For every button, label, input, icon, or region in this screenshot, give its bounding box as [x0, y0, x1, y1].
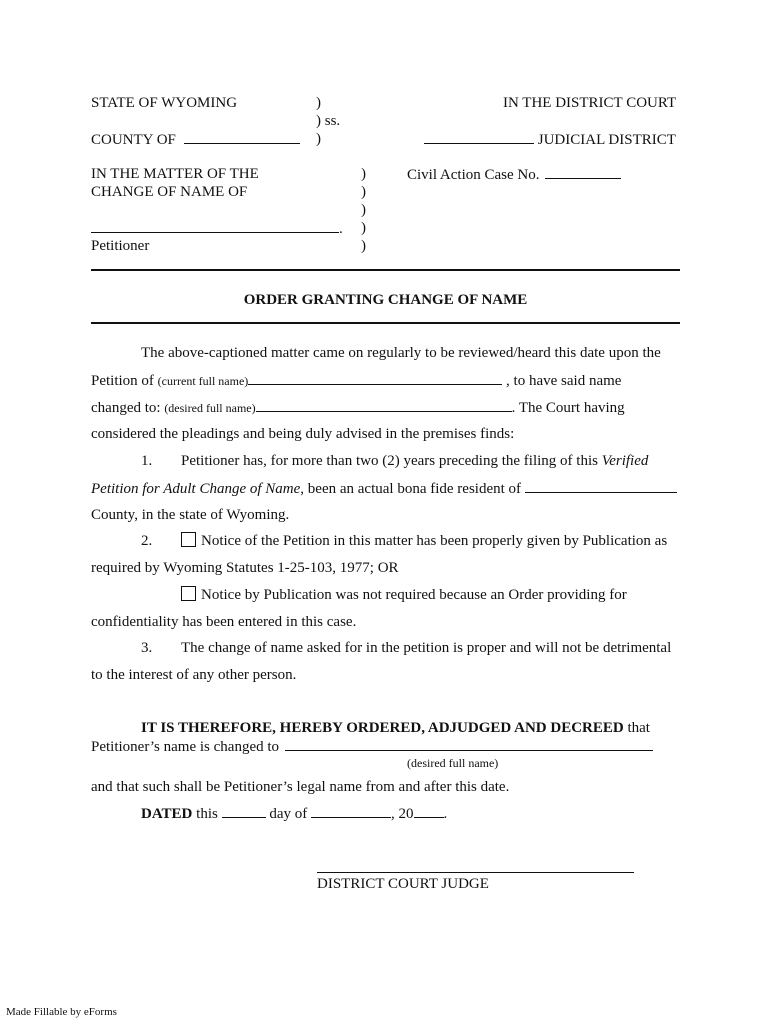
ordered-line	[141, 719, 650, 737]
month-field[interactable]	[311, 804, 391, 818]
considered-line: considered the pleadings and being duly advised in the premises finds:	[91, 426, 515, 442]
finding-1-resident-text: , been an actual bona fide resident of	[300, 481, 522, 497]
publication-not-required-checkbox[interactable]	[181, 586, 196, 601]
finding-2-option-a-line-2: required by Wyoming Statutes 1-25-103, 1977; OR	[91, 560, 399, 576]
ordered-bold: IT IS THEREFORE, HEREBY ORDERED, ADJUDGED AND DECREED	[141, 720, 624, 736]
caption-paren: )	[361, 220, 366, 236]
finding-2-option-b-line-2: confidentiality has been entered in this case.	[91, 614, 357, 630]
changed-to-label: changed to:	[91, 400, 161, 416]
petition-title-italic: Petition for Adult Change of Name	[91, 481, 301, 497]
petition-of-line	[91, 371, 621, 390]
petitioner-name-field[interactable]	[91, 219, 339, 233]
finding-3-number: 3.	[141, 640, 153, 656]
name-changed-label: Petitioner’s name is changed to	[91, 739, 280, 755]
current-full-name-field[interactable]	[248, 371, 502, 385]
finding-2-option-b	[181, 586, 627, 604]
civil-action-line	[407, 165, 621, 184]
new-name-field[interactable]	[285, 737, 653, 751]
caption-paren-ss: ) ss.	[316, 113, 341, 129]
matter-line-2: CHANGE OF NAME OF	[91, 184, 248, 200]
current-full-name-hint: (current full name)	[157, 374, 249, 388]
option-b-text: Notice by Publication was not required because an Order providing for	[201, 587, 627, 603]
finding-1-line-2	[91, 479, 677, 498]
year-field[interactable]	[414, 804, 444, 818]
to-have-said-name: , to have said name	[506, 373, 622, 389]
county-label: COUNTY OF	[91, 132, 176, 148]
new-name-hint: (desired full name)	[407, 756, 499, 770]
finding-2-option-a	[181, 532, 667, 550]
comma-20: , 20	[391, 806, 414, 822]
name-changed-line	[91, 737, 653, 756]
legal-name-line: and that such shall be Petitioner’s legal name from and after this date.	[91, 779, 510, 795]
caption-paren: )	[316, 131, 321, 147]
dated-end-period: .	[443, 806, 448, 822]
dated-bold: DATED	[141, 806, 193, 822]
civil-action-label: Civil Action Case No.	[407, 167, 540, 183]
finding-2-number: 2.	[141, 533, 153, 549]
dated-line	[141, 804, 447, 823]
judicial-district-label: JUDICIAL DISTRICT	[537, 132, 676, 148]
court-having-text: . The Court having	[511, 400, 625, 416]
dated-this: this	[192, 806, 218, 822]
finding-1-line-1	[181, 452, 648, 470]
day-of-label: day of	[269, 806, 308, 822]
finding-1-number: 1.	[141, 453, 153, 469]
petitioner-period: .	[339, 221, 343, 237]
county-field[interactable]	[184, 130, 300, 144]
day-field[interactable]	[222, 804, 266, 818]
desired-full-name-hint: (desired full name)	[164, 401, 256, 415]
caption-rule-bottom	[91, 322, 680, 324]
finding-1-text: Petitioner has, for more than two (2) years preceding the filing of this	[181, 453, 598, 469]
judge-signature-line[interactable]	[317, 872, 634, 873]
caption-rule-top	[91, 269, 680, 271]
caption-paren: )	[361, 166, 366, 182]
caption-paren: )	[316, 95, 321, 111]
intro-line-1: The above-captioned matter came on regularly to be reviewed/heard this date upon the	[141, 345, 661, 361]
changed-to-line	[91, 398, 625, 417]
matter-line-1: IN THE MATTER OF THE	[91, 166, 259, 182]
court-label: IN THE DISTRICT COURT	[503, 95, 677, 111]
caption-paren: )	[361, 202, 366, 218]
judge-label: DISTRICT COURT JUDGE	[317, 876, 489, 892]
made-fillable-footer: Made Fillable by eForms	[6, 1006, 117, 1018]
finding-3-line-2: to the interest of any other person.	[91, 667, 297, 683]
finding-3-text: The change of name asked for in the petition is proper and will not be detrimental	[181, 640, 672, 656]
desired-full-name-field[interactable]	[256, 398, 512, 412]
caption-paren: )	[361, 238, 366, 254]
option-a-text: Notice of the Petition in this matter has been properly given by Publication as	[201, 533, 668, 549]
publication-given-checkbox[interactable]	[181, 532, 196, 547]
resident-county-field[interactable]	[525, 479, 677, 493]
petitioner-label: Petitioner	[91, 238, 150, 254]
finding-1-line-3: County, in the state of Wyoming.	[91, 507, 290, 523]
judicial-district-field[interactable]	[424, 130, 534, 144]
petitioner-name-line	[91, 219, 343, 238]
judicial-district-line	[424, 130, 676, 149]
state-label: STATE OF WYOMING	[91, 95, 238, 111]
finding-1-italic: Verified	[601, 453, 649, 469]
ordered-that: that	[623, 720, 650, 736]
petition-of-label: Petition of	[91, 373, 154, 389]
document-title: ORDER GRANTING CHANGE OF NAME	[243, 292, 528, 308]
caption-paren: )	[361, 184, 366, 200]
county-line	[91, 130, 300, 149]
case-number-field[interactable]	[545, 165, 621, 179]
